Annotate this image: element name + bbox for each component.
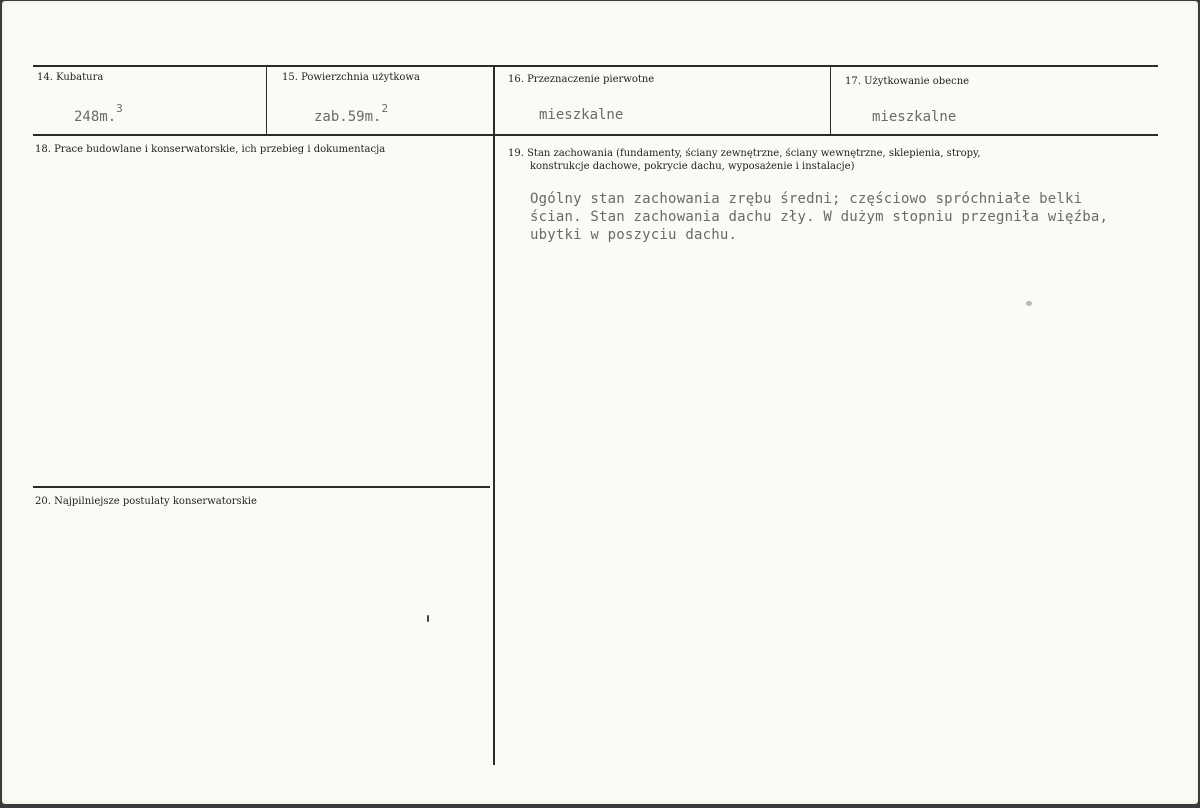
field-20-label: 20. Najpilniejsze postulaty konserwatorskie (35, 496, 257, 507)
field-19-label-line1: 19. Stan zachowania (fundamenty, ściany zewnętrzne, ściany wewnętrzne, sklepienia, stropy, (508, 148, 981, 159)
field-17-label: 17. Użytkowanie obecne (845, 76, 970, 87)
row-divider (33, 134, 1158, 136)
field-14-value-text: 248m. (74, 109, 117, 125)
paper-speck (427, 615, 429, 622)
field-14-label: 14. Kubatura (37, 72, 104, 83)
field-14-value (74, 102, 123, 125)
column-divider-1 (266, 65, 267, 136)
paper-speck (1026, 301, 1032, 306)
field-15-label: 15. Powierzchnia użytkowa (282, 72, 420, 83)
field-16-label: 16. Przeznaczenie pierwotne (508, 74, 655, 85)
field-19-label-line2: konstrukcje dachowe, pokrycie dachu, wyposażenie i instalacje) (530, 161, 855, 172)
field-18-label: 18. Prace budowlane i konserwatorskie, ich przebieg i dokumentacja (35, 144, 386, 155)
field-15-value (314, 102, 389, 125)
field-19-value: Ogólny stan zachowania zrębu średni; częściowo spróchniałe belki ścian. Stan zachowania dachu zły. W dużym stopniu przegniła więźba, ubytki w poszyciu dachu. (530, 191, 1109, 243)
field-15-superscript: 2 (381, 102, 389, 115)
record-card (2, 1, 1198, 804)
field-16-value: mieszkalne (539, 107, 624, 123)
left-column-divider (33, 486, 490, 488)
column-divider-2 (493, 65, 495, 765)
field-17-value: mieszkalne (872, 109, 957, 125)
column-divider-3 (830, 65, 831, 136)
top-rule (33, 65, 1158, 67)
field-15-value-text: zab.59m. (314, 109, 382, 125)
field-14-superscript: 3 (116, 102, 123, 115)
